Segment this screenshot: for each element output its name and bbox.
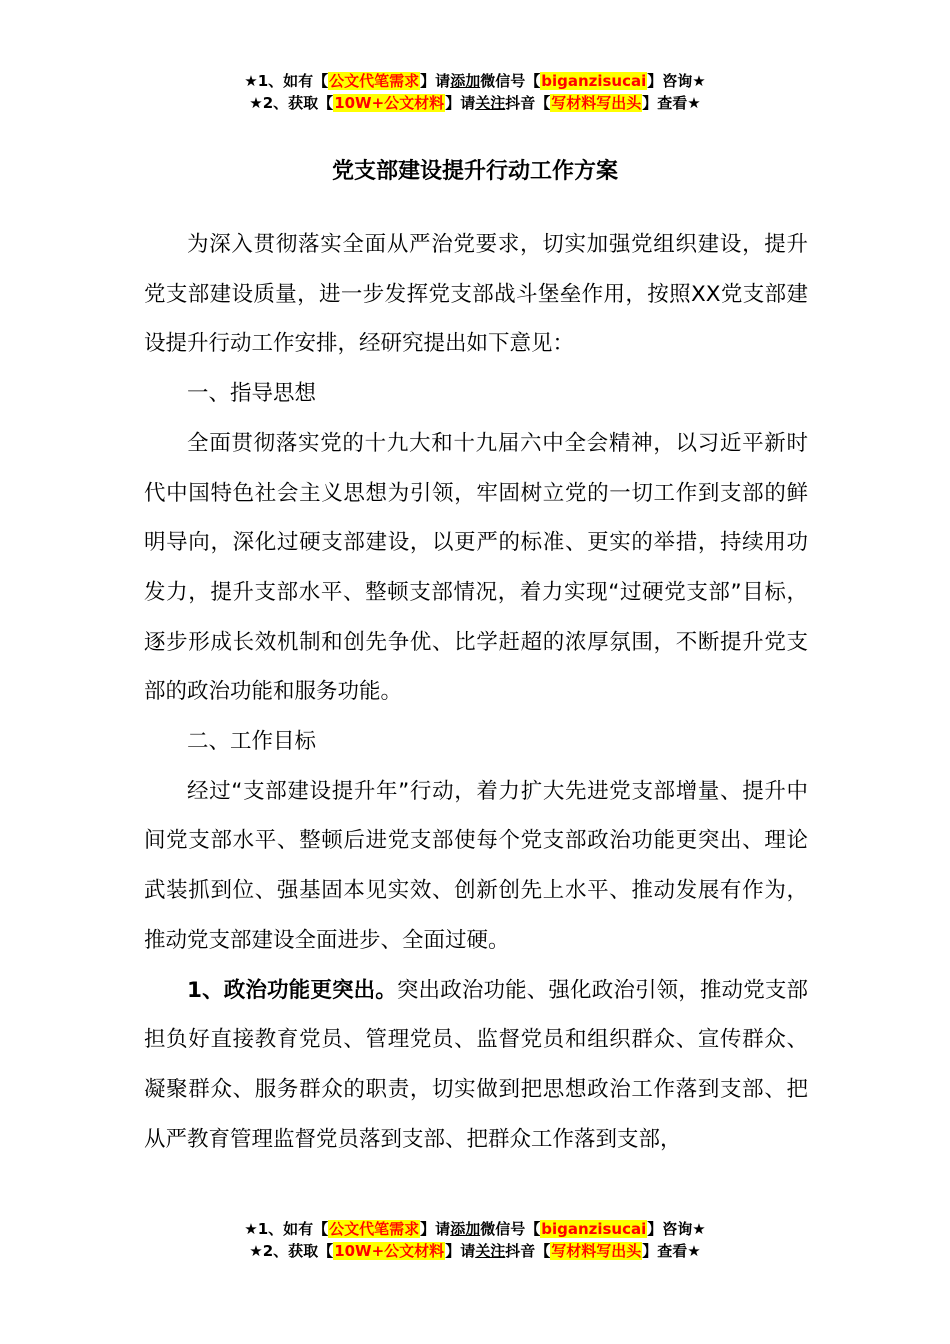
- banner-highlight: biganzisucai: [541, 72, 647, 90]
- banner-line-2: [0, 1240, 950, 1262]
- banner-text: 】查看★: [642, 94, 701, 112]
- banner-text: 】查看★: [642, 1242, 701, 1260]
- banner-highlight: 写材料写出头: [551, 94, 642, 112]
- banner-highlight: 写材料写出头: [551, 1242, 642, 1260]
- banner-text: ★2、获取【: [249, 94, 334, 112]
- banner-line-1: [0, 70, 950, 92]
- banner-underlined: 添加: [450, 1220, 481, 1238]
- banner-highlight: 公文代笔需求: [329, 1220, 420, 1238]
- banner-underlined: 关注: [475, 94, 506, 112]
- banner-text: ★1、如有【: [244, 72, 329, 90]
- banner-highlight: 10W+公文材料: [334, 1242, 445, 1260]
- banner-line-1: [0, 1218, 950, 1240]
- banner-text: ★1、如有【: [244, 1220, 329, 1238]
- document-body: [144, 220, 808, 1164]
- banner-text: 】咨询★: [647, 1220, 706, 1238]
- banner-highlight: 公文代笔需求: [329, 72, 420, 90]
- banner-underlined: 添加: [450, 72, 481, 90]
- item-1-heading: 1、政治功能更突出。: [187, 977, 397, 1003]
- item-1-paragraph: [144, 966, 808, 1165]
- banner-highlight: 10W+公文材料: [334, 94, 445, 112]
- banner-text: 】咨询★: [647, 72, 706, 90]
- footer-banner: [0, 1218, 950, 1262]
- item-1-text: 突出政治功能、强化政治引领，推动党支部担负好直接教育党员、管理党员、监督党员和组织群众、宣传群众、凝聚群众、服务群众的职责，切实做到把思想政治工作落到支部、把从严教育管理监督党员落到支部、把群众工作落到支部，: [144, 977, 808, 1152]
- banner-text: ★2、获取【: [249, 1242, 334, 1260]
- header-banner: [0, 70, 950, 114]
- intro-paragraph: 为深入贯彻落实全面从严治党要求，切实加强党组织建设，提升党支部建设质量，进一步发挥党支部战斗堡垒作用，按照XX党支部建设提升行动工作安排，经研究提出如下意见：: [144, 232, 808, 357]
- banner-text: 微信号【: [480, 1220, 541, 1238]
- banner-text: 】请: [420, 72, 451, 90]
- banner-text: 】请: [445, 94, 476, 112]
- banner-text: 】请: [420, 1220, 451, 1238]
- work-goals-paragraph: 经过“支部建设提升年”行动，着力扩大先进党支部增量、提升中间党支部水平、整顿后进党支部使每个党支部政治功能更突出、理论武装抓到位、强基固本见实效、创新创先上水平、推动发展有作为，推动党支部建设全面进步、全面过硬。: [144, 778, 808, 953]
- guiding-ideology-paragraph: 全面贯彻落实党的十九大和十九届六中全会精神，以习近平新时代中国特色社会主义思想为引领，牢固树立党的一切工作到支部的鲜明导向，深化过硬支部建设，以更严的标准、更实的举措，持续用功发力，提升支部水平、整顿支部情况，着力实现“过硬党支部”目标，逐步形成长效机制和创先争优、比学赶超的浓厚氛围，不断提升党支部的政治功能和服务功能。: [144, 430, 808, 705]
- banner-line-2: [0, 92, 950, 114]
- banner-underlined: 关注: [475, 1242, 506, 1260]
- banner-text: 抖音【: [505, 94, 551, 112]
- banner-highlight: biganzisucai: [541, 1220, 647, 1238]
- document-title: 党支部建设提升行动工作方案: [331, 159, 618, 184]
- banner-text: 抖音【: [505, 1242, 551, 1260]
- section-heading-guiding-ideology: 一、指导思想: [187, 381, 317, 407]
- banner-text: 微信号【: [480, 72, 541, 90]
- banner-text: 】请: [445, 1242, 476, 1260]
- section-heading-work-goals: 二、工作目标: [187, 729, 317, 755]
